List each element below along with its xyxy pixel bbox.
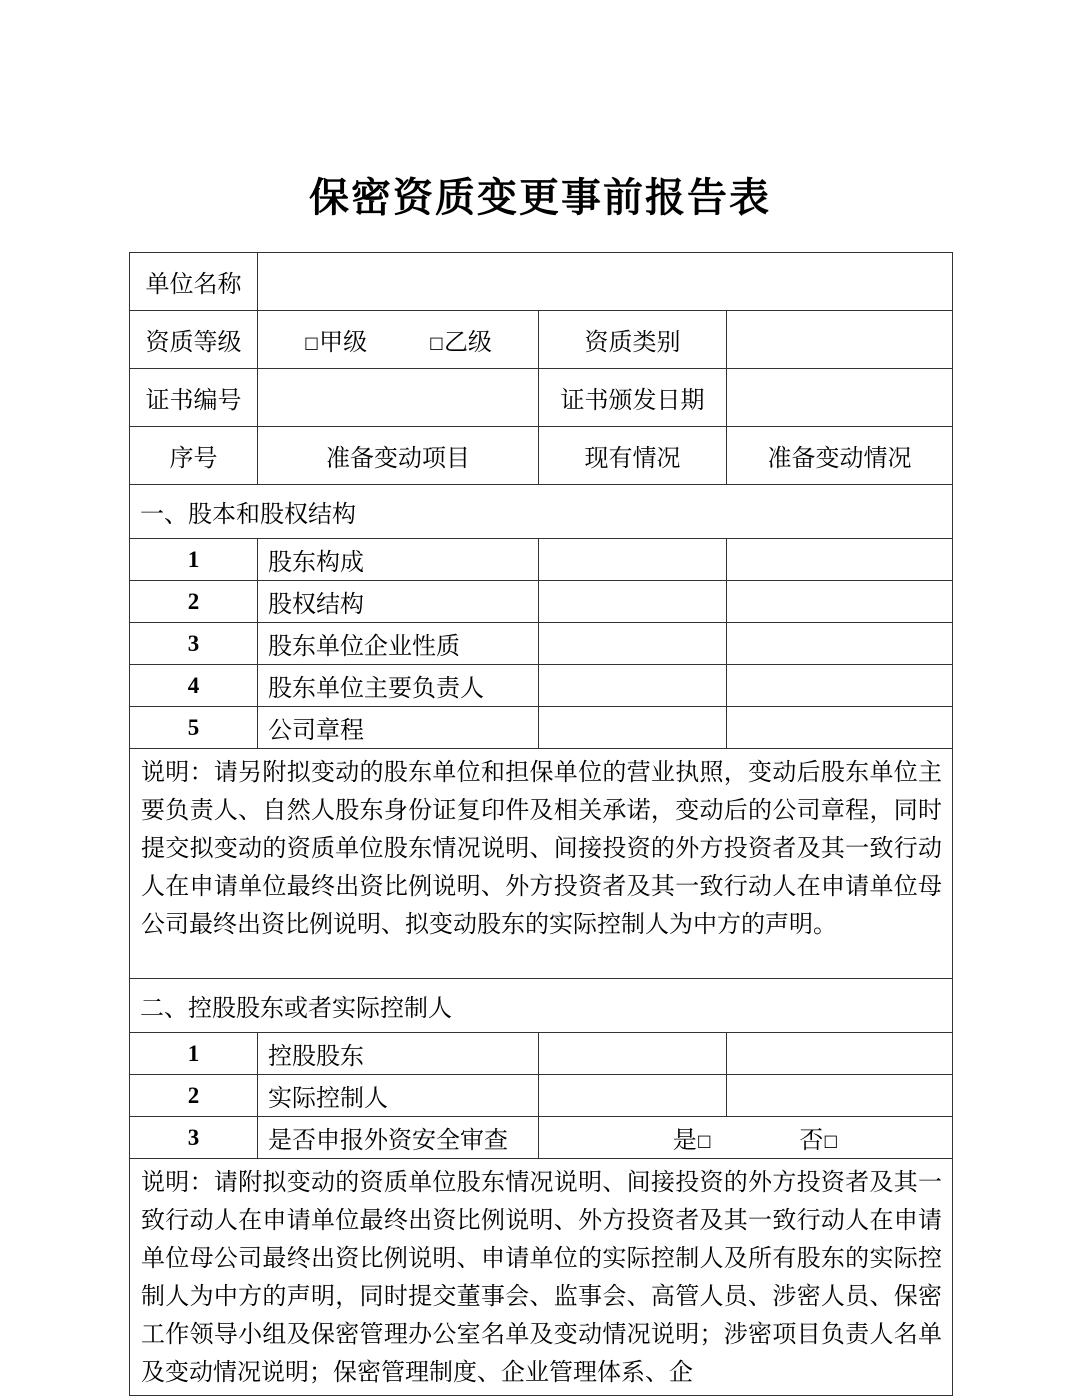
header-planned: 准备变动情况: [727, 427, 953, 485]
level-option-b[interactable]: [429, 322, 492, 357]
section2-note: 说明：请附拟变动的资质单位股东情况说明、间接投资的外方投资者及其一致行动人在申请单位最终出资比例说明、外方投资者及其一致行动人在申请单位母公司最终出资比例说明、申请单位的实际控制人及所有股东的实际控制人为中方的声明，同时提交董事会、监事会、高管人员、涉密人员、保密工作领导小组及保密管理办公室名单及变动情况说明；涉密项目负责人名单及变动情况说明；保密管理制度、企业管理体系、企: [130, 1159, 953, 1396]
row-item: 股权结构: [258, 581, 539, 623]
current-cell[interactable]: [539, 1075, 727, 1117]
cert-row: [130, 369, 953, 427]
planned-cell[interactable]: [727, 581, 953, 623]
unit-name-field[interactable]: [258, 253, 953, 311]
planned-cell[interactable]: [727, 1075, 953, 1117]
section1-note: 说明：请另附拟变动的股东单位和担保单位的营业执照，变动后股东单位主要负责人、自然人股东身份证复印件及相关承诺，变动后的公司章程，同时提交拟变动的资质单位股东情况说明、间接投资的外方投资者及其一致行动人在申请单位最终出资比例说明、外方投资者及其一致行动人在申请单位母公司最终出资比例说明、拟变动股东的实际控制人为中方的声明。: [130, 749, 953, 979]
row-number: 2: [130, 581, 258, 623]
cert-date-label: 证书颁发日期: [539, 369, 727, 427]
cert-no-label: 证书编号: [130, 369, 258, 427]
header-no: 序号: [130, 427, 258, 485]
planned-cell[interactable]: [727, 665, 953, 707]
section1-title: 一、股本和股权结构: [130, 485, 953, 539]
unit-name-label: 单位名称: [130, 253, 258, 311]
checkbox-icon[interactable]: □: [428, 333, 444, 352]
no-option[interactable]: [799, 1120, 838, 1155]
row-item: 是否申报外资安全审查: [258, 1117, 539, 1159]
current-cell[interactable]: [539, 623, 727, 665]
checkbox-icon[interactable]: □: [823, 1131, 839, 1150]
row-item: 股东单位企业性质: [258, 623, 539, 665]
row-number: 1: [130, 539, 258, 581]
page-title: 保密资质变更事前报告表: [309, 175, 771, 221]
checkbox-icon[interactable]: □: [304, 333, 320, 352]
table-row: [130, 1075, 953, 1117]
checkbox-icon[interactable]: □: [696, 1131, 712, 1150]
section1-title-row: [130, 485, 953, 539]
row-item: 股东单位主要负责人: [258, 665, 539, 707]
row-item: 控股股东: [258, 1033, 539, 1075]
row-number: 2: [130, 1075, 258, 1117]
yes-option[interactable]: [673, 1120, 712, 1155]
current-cell[interactable]: [539, 707, 727, 749]
level-option-b-label: 乙级: [443, 328, 492, 356]
row-number: 1: [130, 1033, 258, 1075]
no-label: 否: [799, 1126, 824, 1154]
level-option-a[interactable]: [304, 322, 367, 357]
current-cell[interactable]: [539, 539, 727, 581]
planned-cell[interactable]: [727, 1033, 953, 1075]
row-item: 实际控制人: [258, 1075, 539, 1117]
cert-date-field[interactable]: [727, 369, 953, 427]
category-label: 资质类别: [539, 311, 727, 369]
row-number: 3: [130, 1117, 258, 1159]
level-label: 资质等级: [130, 311, 258, 369]
table-row: [130, 665, 953, 707]
yes-label: 是: [672, 1126, 697, 1154]
table-row: [130, 539, 953, 581]
table-row: [130, 581, 953, 623]
row-item: 股东构成: [258, 539, 539, 581]
yes-no-cell: [539, 1117, 953, 1159]
unit-name-row: [130, 253, 953, 311]
planned-cell[interactable]: [727, 707, 953, 749]
row-number: 4: [130, 665, 258, 707]
header-row: [130, 427, 953, 485]
table-row: [130, 1033, 953, 1075]
header-item: 准备变动项目: [258, 427, 539, 485]
current-cell[interactable]: [539, 1033, 727, 1075]
cert-no-field[interactable]: [258, 369, 539, 427]
header-current: 现有情况: [539, 427, 727, 485]
planned-cell[interactable]: [727, 623, 953, 665]
table-row: [130, 623, 953, 665]
row-number: 5: [130, 707, 258, 749]
row-number: 3: [130, 623, 258, 665]
report-form-table: [129, 252, 953, 1396]
table-row: [130, 707, 953, 749]
row-item: 公司章程: [258, 707, 539, 749]
level-options: [258, 311, 539, 369]
level-row: [130, 311, 953, 369]
category-field[interactable]: [727, 311, 953, 369]
current-cell[interactable]: [539, 581, 727, 623]
section2-title: 二、控股股东或者实际控制人: [130, 979, 953, 1033]
planned-cell[interactable]: [727, 539, 953, 581]
table-row: [130, 1117, 953, 1159]
level-option-a-label: 甲级: [319, 328, 368, 356]
section1-note-row: [130, 749, 953, 979]
current-cell[interactable]: [539, 665, 727, 707]
section2-note-row: [130, 1159, 953, 1396]
section2-title-row: [130, 979, 953, 1033]
